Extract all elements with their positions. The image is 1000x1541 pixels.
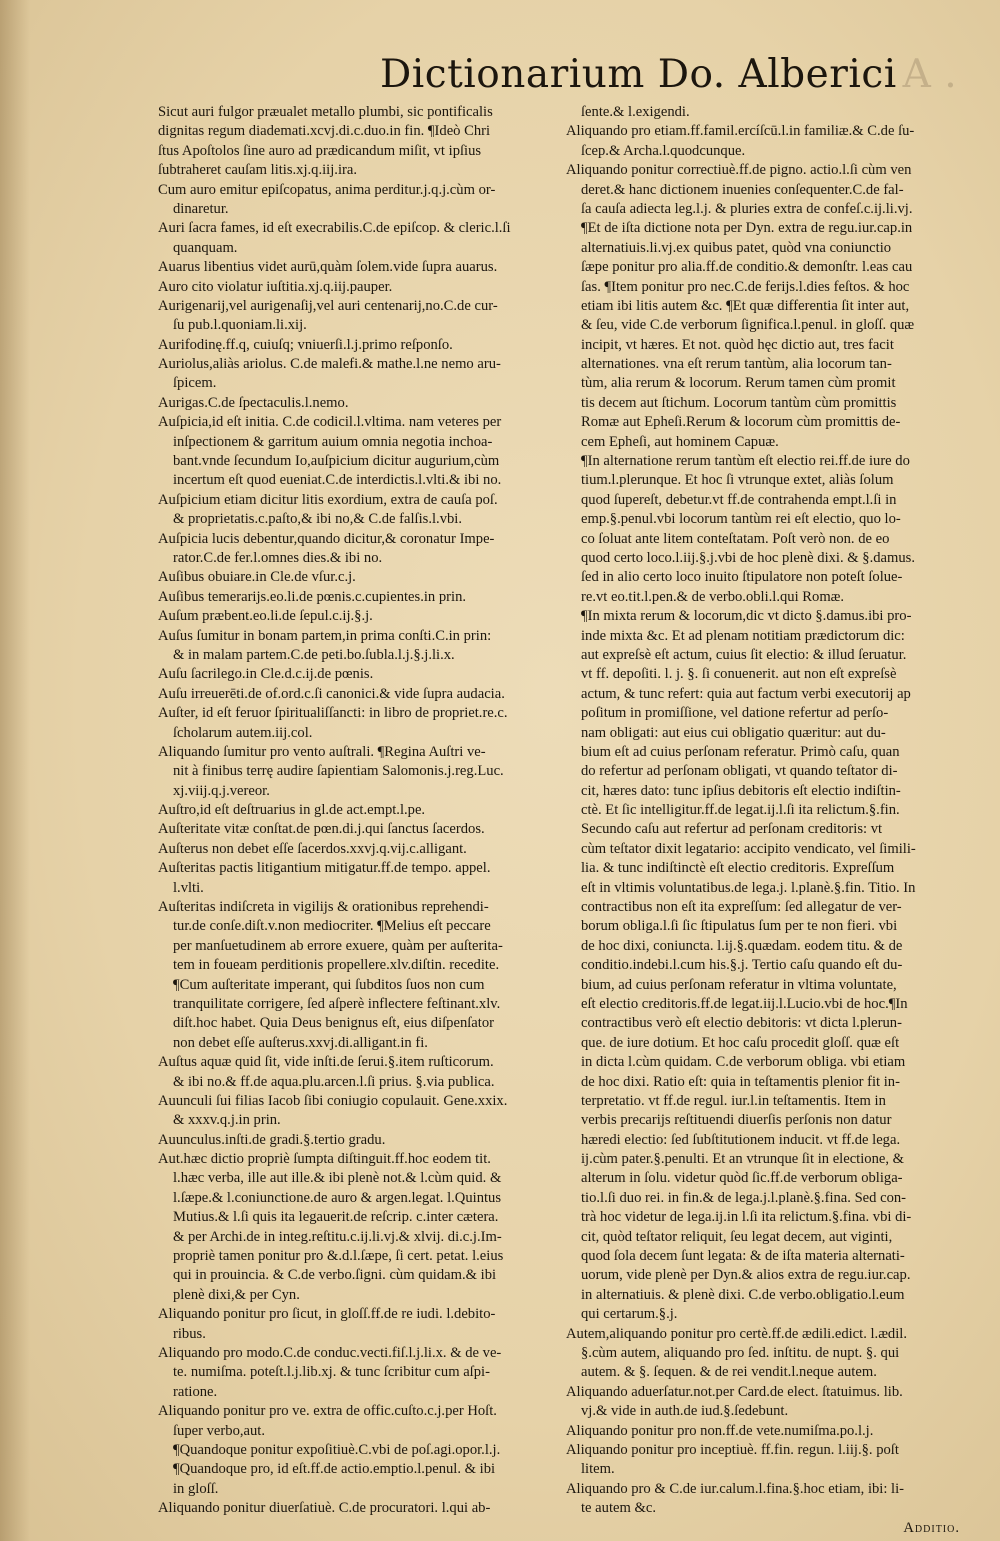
text-line: & xxxv.q.j.in prin.: [173, 1112, 281, 1129]
text-line: ſas. ¶Item ponitur pro nec.C.de ferijs.l.dies feſtos. & hoc: [581, 278, 910, 295]
text-line: & proprietatis.c.paſto,& ibi no,& C.de falſis.l.vbi.: [173, 511, 462, 528]
text-line: bant.vnde ſecundum Io,auſpicium dicitur augurium,cùm: [173, 453, 500, 470]
text-line: de hoc dixi, coniuncta. l.ij.§.quædam. eodem titu. & de: [581, 937, 903, 954]
text-line: Auſibus temerarijs.eo.li.de pœnis.c.cupientes.in prin.: [158, 588, 467, 605]
text-line: Auſu irreuerēti.de of.ord.c.ſi canonici.& vide ſupra audacia.: [158, 685, 505, 702]
text-line: etiam ibi litis autem &c. ¶Et quæ differentia ſit inter aut,: [581, 297, 910, 314]
text-line: quod ſupereſt, debetur.vt ff.de contrahenda empt.l.ſi in: [581, 491, 897, 508]
text-line: Aliquando pro etiam.ff.famil.ercíſcū.l.in familiæ.& C.de ſu-: [566, 123, 915, 140]
text-line: per manſuetudinem ab errore exuere, quàm per auſterita-: [173, 937, 503, 954]
text-line: autem. & §. ſequen. & de rei vendit.l.neque autem.: [581, 1364, 877, 1381]
text-line: xj.viij.q.j.vereor.: [173, 782, 270, 799]
text-line: tium.l.plerunque. Et hoc ſi vtrunque extet, aliàs ſolum: [581, 472, 894, 489]
text-line: emp.§.penul.vbi locorum tantùm rei eſt electio, quo lo-: [581, 511, 901, 528]
text-line: Sicut auri fulgor præualet metallo plumbi, sic pontificalis: [158, 104, 493, 120]
text-line: deret.& hanc dictionem inuenies conſequenter.C.de fal-: [581, 181, 904, 198]
text-line: non debet eſſe auſterus.xxvj.di.alligant.in fi.: [173, 1034, 428, 1051]
text-line: Auſpicium etiam dicitur litis exordium, extra de cauſa poſ.: [158, 491, 498, 508]
text-line: quanquam.: [173, 239, 238, 256]
text-line: qui in prouincia. & C.de verbo.ſigni. cùm quidam.& ibi: [173, 1267, 497, 1284]
text-line: Aliquando ponitur pro inceptiuè. ff.fin. regun. l.iij.§. poſt: [566, 1441, 899, 1458]
text-line: plenè dixi,& per Cyn.: [173, 1286, 300, 1303]
text-line: poſitum in promiſſione, vel datione refertur ad perſo-: [581, 705, 889, 722]
text-line: Mutius.& l.ſi quis ita legauerit.de reſcrip. c.inter cætera.: [173, 1209, 499, 1226]
text-line: ij.cùm pater.§.penulti. Et an vtrunque ſit in electione, &: [581, 1151, 905, 1168]
text-line: ¶Cum auſteritate imperant, qui ſubditos ſuos non cum: [173, 976, 485, 993]
text-line: & ibi no.& ff.de aqua.plu.arcen.l.ſi prius. §.via publica.: [173, 1073, 495, 1090]
text-line: Auſteritate vitæ conſtat.de pœn.di.j.qui ſanctus ſacerdos.: [158, 821, 485, 838]
text-line: qui certarum.§.j.: [581, 1306, 678, 1323]
text-line: incertum eſt quod eueniat.C.de interdictis.l.vlti.& ibi no.: [173, 472, 502, 489]
text-line: Aliquando pro modo.C.de conduc.vecti.fiſ.l.j.li.x. & de ve-: [158, 1345, 502, 1361]
text-line: ¶Quandoque pro, id eſt.ff.de actio.emptio.l.penul. & ibi: [173, 1461, 496, 1478]
text-line: hæredi electio: ſed ſubſtitutionem inducit. vt ff.de lega.: [581, 1131, 901, 1148]
text-line: Cum auro emitur epiſcopatus, anima perditur.j.q.j.cùm or-: [158, 181, 496, 198]
text-line: Auſterus non debet eſſe ſacerdos.xxvj.q.vij.c.alligant.: [158, 840, 467, 857]
text-line: co ſoluat ante litem conteſtatam. Poſt verò non. de eo: [581, 530, 890, 547]
text-line: eſt in vltimis voluntatibus.de lega.j. l.planè.§.fin. Titio. In: [581, 879, 916, 896]
text-line: l.vlti.: [173, 879, 204, 896]
text-line: vj.& vide in auth.de iud.§.ſedebunt.: [581, 1403, 789, 1420]
text-line: quod ſola decem ſunt legata: & de iſta materia alternati-: [581, 1248, 905, 1265]
text-line: nit à finibus terrę audire ſapientiam Salomonis.j.reg.Luc.: [173, 763, 504, 780]
text-line: in gloſſ.: [173, 1480, 219, 1497]
text-line: Aliquando ſumitur pro vento auſtrali. ¶Regina Auſtri ve-: [158, 743, 486, 760]
page-edge-shadow: [0, 0, 30, 1541]
text-line: Aliquando ponitur correctiuè.ff.de pigno. actio.l.ſi cùm ven: [566, 162, 912, 179]
left-text-column: [158, 103, 554, 1519]
text-line: Auunculi ſui filias Iacob ſibi coniugio copulauit. Gene.xxix.: [158, 1092, 508, 1109]
text-line: ſu pub.l.quoniam.li.xij.: [173, 317, 307, 334]
text-line: inde mixta &c. Et ad plenam notitiam prædictorum dic:: [581, 627, 905, 644]
text-line: cit, hæres dato: tunc ipſius debitoris eſt electio indiſtin-: [581, 782, 901, 799]
text-line: uorum, vide plenè per Dyn.& alios extra de regu.iur.cap.: [581, 1267, 911, 1284]
text-line: Auſtus aquæ quid ſit, vide inſti.de ſerui.§.item ruſticorum.: [158, 1054, 494, 1071]
text-line: aut expreſsè eſt actum, cuius ſit electio: & illud ſeruatur.: [581, 646, 907, 663]
text-line: ribus.: [173, 1325, 206, 1342]
text-line: ſcep.& Archa.l.quodcunque.: [581, 142, 746, 159]
text-line: eſt electio creditoris.ff.de legat.iij.l.Lucio.vbi de hoc.¶In: [581, 995, 908, 1012]
text-line: Aliquando pro & C.de iur.calum.l.fina.§.hoc etiam, ibi: li-: [566, 1480, 905, 1497]
text-line: ſcholarum autem.iij.col.: [173, 724, 313, 741]
text-line: Auſteritas pactis litigantium mitigatur.ff.de tempo. appel.: [158, 860, 491, 877]
text-line: & per Archi.de in integ.reſtitu.c.ij.li.vj.& xlvij. di.c.j.Im-: [173, 1228, 502, 1245]
text-line: rator.C.de fer.l.omnes dies.& ibi no.: [173, 549, 383, 566]
text-line: vt ff. depoſiti. l. j. §. ſi conuenerit. aut non eſt expreſsè: [581, 666, 897, 683]
text-line: Auſibus obuiare.in Cle.de vſur.c.j.: [158, 569, 356, 586]
text-line: Auſu ſacrilego.in Cle.d.c.ij.de pœnis.: [158, 666, 374, 683]
text-line: te autem &c.: [581, 1500, 656, 1517]
text-line: contractibus verò eſt electio debitoris: vt dicta l.plerun-: [581, 1015, 902, 1032]
text-line: ¶In mixta rerum & locorum,dic vt dicto §.damus.ibi pro-: [581, 608, 912, 625]
text-line: tranquilitate corrigere, ſed aſperè inflectere feſtinant.xlv.: [173, 995, 501, 1012]
text-line: in dicta l.cùm quidam. C.de verborum obliga. vbi etiam: [581, 1054, 906, 1071]
text-line: Aliquando ponitur pro ſicut, in gloſſ.ff.de re iudi. l.debito-: [158, 1306, 496, 1323]
text-line: diſt.hoc habet. Quia Deus benignus eſt, eius diſpenſator: [173, 1015, 494, 1032]
text-line: actum, & tunc refert: quia aut factum verbi executorij ap: [581, 685, 911, 702]
text-line: alternatiuis.li.vj.ex quibus patet, quòd vna coniunctio: [581, 239, 892, 256]
text-line: bium, ad cuius perſonam referatur in vltima voluntate,: [581, 976, 897, 993]
text-line: Auſum præbent.eo.li.de ſepul.c.ij.§.j.: [158, 608, 373, 625]
text-line: inſpectionem & garritum auium omnia negotia inchoa-: [173, 433, 493, 450]
text-line: Auarus libentius videt aurū,quàm ſolem.vide ſupra auarus.: [158, 259, 498, 276]
header-bleedthrough: A .: [902, 52, 958, 97]
text-line: tis decem aut ſtichum. Locorum tantùm cùm promittis: [581, 394, 897, 411]
text-line: Aut.hæc dictio propriè ſumpta diſtinguit.ff.hoc eodem tit.: [158, 1151, 491, 1168]
text-line: Auſter, id eſt feruor ſpiritualiſſancti: in libro de propriet.re.c.: [158, 705, 508, 722]
text-line: Aurigas.C.de ſpectaculis.l.nemo.: [158, 394, 349, 411]
text-line: dinaretur.: [173, 200, 229, 217]
text-line: quod certo loco.l.iij.§.j.vbi de hoc plenè dixi. & §.damus.: [581, 549, 915, 566]
header-title: Dictionarium Do. Alberici: [380, 52, 897, 97]
text-line: bium eſt ad cuius perſonam referatur. Primò caſu, quan: [581, 743, 900, 760]
text-line: ¶In alternatione rerum tantùm eſt electio rei.ff.de iure do: [581, 453, 910, 470]
running-header: [380, 52, 957, 97]
right-text-column: [566, 103, 960, 1538]
text-line: Auro cito violatur iuſtitia.xj.q.iij.pauper.: [158, 278, 393, 295]
text-line: ctè. Et ſic intelligitur.ff.de legat.ij.l.ſi ita relictum.§.fin.: [581, 802, 900, 819]
text-line: alternationes. vna eſt rerum tantùm, alia locorum tan-: [581, 356, 892, 373]
text-line: in alternatiuis. & plenè dixi. C.de verbo.obligatio.l.eum: [581, 1286, 905, 1303]
text-line: ratione.: [173, 1383, 218, 1400]
text-line: tùm, alia rerum & locorum. Rerum tamen cùm promit: [581, 375, 896, 392]
text-line: & in malam partem.C.de peti.bo.ſubla.l.j.§.j.li.x.: [173, 646, 455, 663]
text-line: Auſpicia lucis debentur,quando dicitur,& coronatur Impe-: [158, 530, 495, 547]
text-line: verbis precarijs reſtituendi diuerſis perſonis non datur: [581, 1112, 892, 1129]
text-line: Autem,aliquando ponitur pro certè.ff.de ædili.edict. l.ædil.: [566, 1325, 907, 1342]
text-line: contractibus non eſt ita expreſſum: ſed allegatur de ver-: [581, 899, 902, 916]
text-line: propriè tamen ponitur pro &.d.l.ſæpe, ſi cert. petat. l.eius: [173, 1248, 504, 1265]
text-line: cùm teſtator dixit legatario: accipito vendicato, vel ſimili-: [581, 840, 916, 857]
text-line: re.vt eo.tit.l.pen.& de verbo.obli.l.qui Romæ.: [581, 588, 845, 605]
text-line: ¶Quandoque ponitur expoſitiuè.C.vbi de poſ.agi.opor.l.j.: [173, 1441, 501, 1458]
text-line: tem in foueam perditionis propellere.xlv.diſtin. recedite.: [173, 957, 500, 974]
text-line: Auſtro,id eſt deſtruarius in gl.de act.empt.l.pe.: [158, 802, 426, 819]
text-line: Romæ aut Epheſi.Rerum & locorum cùm promittis de-: [581, 414, 901, 431]
text-line: Aliquando ponitur pro non.ff.de vete.numiſma.po.l.j.: [566, 1422, 874, 1439]
text-line: lia. & tunc indiſtinctè eſt electio creditoris. Expreſſum: [581, 860, 895, 877]
text-line: alterum in ſolu. videtur quòd ſic.ff.de verborum obliga-: [581, 1170, 903, 1187]
text-line: trà hoc videtur de lega.ij.in l.ſi ita relictum.§.fina. vbi di-: [581, 1209, 912, 1226]
text-line: l.ſæpe.& l.coniunctione.de auro & argen.legat. l.Quintus: [173, 1189, 502, 1206]
text-line: Auunculus.inſti.de gradi.§.tertio gradu.: [158, 1131, 386, 1148]
text-line: ſa cauſa adiecta leg.l.j. & pluries extra de confeſ.c.ij.li.vj.: [581, 200, 913, 217]
text-line: §.cùm autem, aliquando pro ſed. inſtitu. de nupt. §. qui: [581, 1345, 900, 1361]
text-line: Auſteritas indiſcreta in vigilijs & orationibus reprehendi-: [158, 899, 489, 916]
text-line: ſubtraheret cauſam litis.xj.q.iij.ira.: [158, 162, 357, 179]
text-line: ſtus Apoſtolos ſine auro ad prædicandum miſit, vt ipſius: [158, 142, 482, 159]
text-line: Auſpicia,id eſt initia. C.de codicil.l.vltima. nam veteres per: [158, 414, 502, 431]
text-line: nam obligati: aut eius cui obligatio quæritur: aut du-: [581, 724, 886, 741]
text-line: cit, quòd teſtator reliquit, ſeu legat decem, aut viginti,: [581, 1228, 893, 1245]
text-line: do refertur ad perſonam obligati, vt quando teſtator di-: [581, 763, 898, 780]
text-line: terpretatio. vt ff.de regul. iur.l.in teſtamentis. Item in: [581, 1092, 886, 1109]
text-line: ¶Et de iſta dictione nota per Dyn. extra de regu.iur.cap.in: [581, 220, 913, 237]
text-line: Aliquando ponitur diuerſatiuè. C.de procuratori. l.qui ab-: [158, 1500, 491, 1517]
text-line: Auriolus,aliàs ariolus. C.de malefi.& mathe.l.ne nemo aru-: [158, 356, 501, 373]
text-line: borum obliga.l.ſi ſic ſtipulatus ſum per te non fieri. vbi: [581, 918, 898, 935]
text-line: tio.l.ſi duo rei. in fin.& de lega.j.l.planè.§.fina. Sed con-: [581, 1189, 907, 1206]
text-line: Auſus ſumitur in bonam partem,in prima conſti.C.in prin:: [158, 627, 492, 644]
text-line: incipit, vt hæres. Et not. quòd hęc dictio aut, tres facit: [581, 336, 894, 353]
text-line: Aurifodinę.ff.q, cuiuſq; vniuerſi.l.j.primo reſponſo.: [158, 336, 453, 353]
text-line: Auri ſacra fames, id eſt execrabilis.C.de epiſcop. & cleric.l.ſi: [158, 220, 511, 237]
catchword: Additio.: [903, 1519, 960, 1536]
text-line: te. numiſma. poteſt.l.j.lib.xj. & tunc ſcribitur cum aſpi-: [173, 1364, 490, 1381]
text-line: Secundo caſu aut refertur ad perſonam creditoris: vt: [581, 821, 883, 838]
text-line: Aurigenarij,vel aurigenaſij,vel auri centenarij,no.C.de cur-: [158, 297, 498, 314]
text-line: que. de iure dotium. Et hoc caſu procedit gloſſ. quæ eſt: [581, 1034, 900, 1051]
text-line: ſæpe ponitur pro alia.ff.de conditio.& demonſtr. l.eas cau: [581, 259, 913, 276]
text-line: de hoc dixi. Ratio eſt: quia in teſtamentis plenior fit in-: [581, 1073, 900, 1090]
text-line: Aliquando ponitur pro ve. extra de offic.cuſto.c.j.per Hoſt.: [158, 1403, 497, 1420]
text-line: tur.de conſe.diſt.v.non mediocriter. ¶Melius eſt peccare: [173, 918, 491, 935]
text-line: l.hæc verba, ille aut ille.& ibi plenè not.& l.cùm quid. &: [173, 1170, 502, 1187]
text-line: conditio.indebi.l.cum his.§.j. Tertio caſu quando eſt du-: [581, 957, 903, 974]
text-line: cem Epheſi, aut hominem Capuæ.: [581, 433, 779, 450]
text-line: & ſeu, vide C.de verborum ſignifica.l.penul. in gloſſ. quæ: [581, 317, 915, 334]
text-line: ſuper verbo,aut.: [173, 1422, 265, 1439]
text-line: Aliquando aduerſatur.not.per Card.de elect. ſtatuimus. lib.: [566, 1383, 903, 1400]
text-line: ſente.& l.exigendi.: [581, 104, 690, 120]
text-line: ſpicem.: [173, 375, 217, 392]
text-line: ſed in alio certo loco inuito ſtipulatore non poteſt ſolue-: [581, 569, 903, 586]
text-line: litem.: [581, 1461, 615, 1478]
text-line: dignitas regum diademati.xcvj.di.c.duo.in fin. ¶Ideò Chri: [158, 123, 491, 140]
